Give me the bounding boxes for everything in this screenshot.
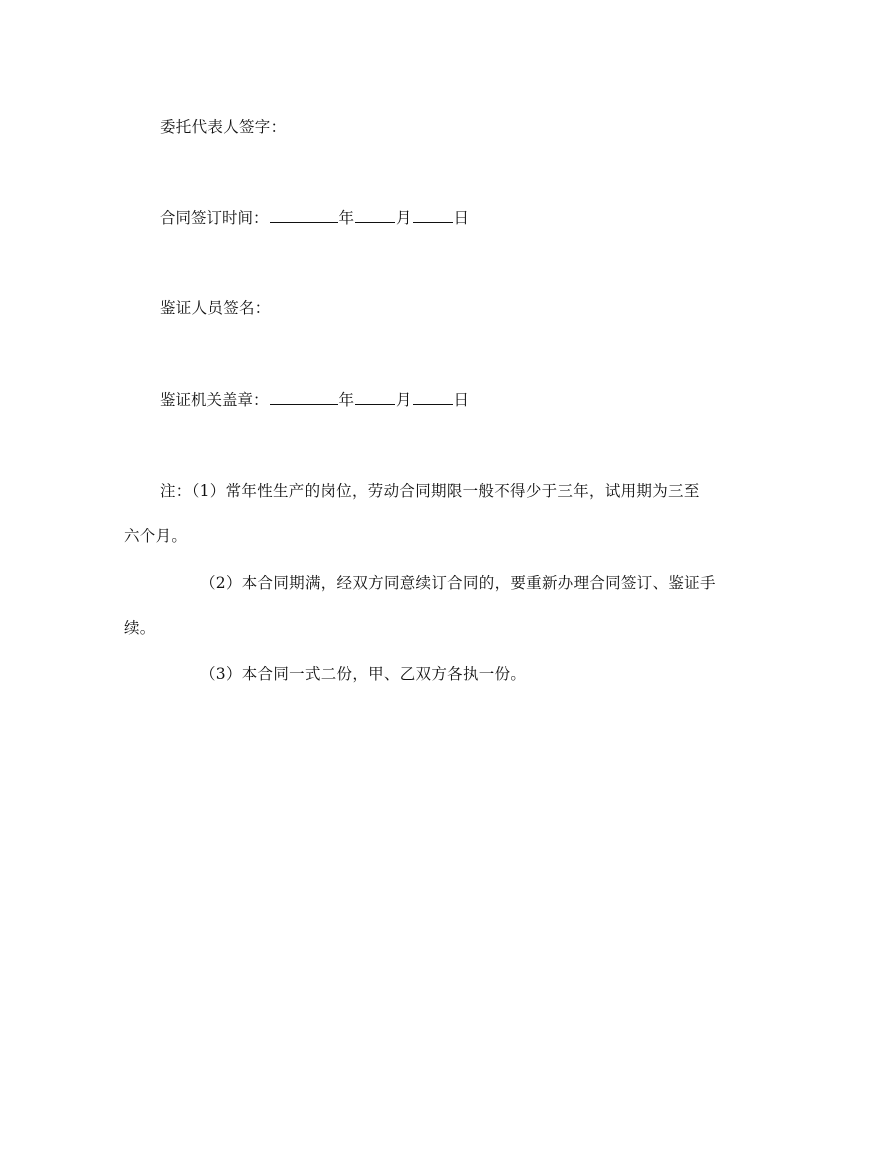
note2-line2: 续。 [124, 619, 156, 637]
seal-day-unit: 日 [453, 391, 470, 409]
contract-date-label: 合同签订时间： [160, 209, 269, 227]
note2-line1: （2）本合同期满，经双方同意续订合同的，要重新办理合同签订、鉴证手 [200, 574, 716, 592]
day-blank [413, 207, 453, 223]
seal-year-blank [270, 389, 338, 405]
note3: （3）本合同一式二份，甲、乙双方各执一份。 [200, 665, 527, 683]
day-unit: 日 [453, 209, 470, 227]
note1-line1: 注：（1）常年性生产的岗位，劳动合同期限一般不得少于三年，试用期为三至 [160, 482, 700, 500]
seal-day-blank [413, 389, 453, 405]
seal-month-blank [355, 389, 395, 405]
seal-month-unit: 月 [396, 391, 412, 409]
month-unit: 月 [396, 209, 412, 227]
authority-seal-label: 鉴证机关盖章： [160, 391, 269, 409]
note1-line2: 六个月。 [124, 527, 188, 545]
contract-date-row [160, 207, 469, 228]
authority-seal-row [160, 389, 469, 410]
seal-year-unit: 年 [338, 391, 355, 409]
year-unit: 年 [338, 209, 355, 227]
year-blank [270, 207, 338, 223]
delegate-signature-label: 委托代表人签字： [160, 118, 287, 136]
month-blank [355, 207, 395, 223]
verifier-signature-label: 鉴证人员签名： [160, 299, 271, 317]
